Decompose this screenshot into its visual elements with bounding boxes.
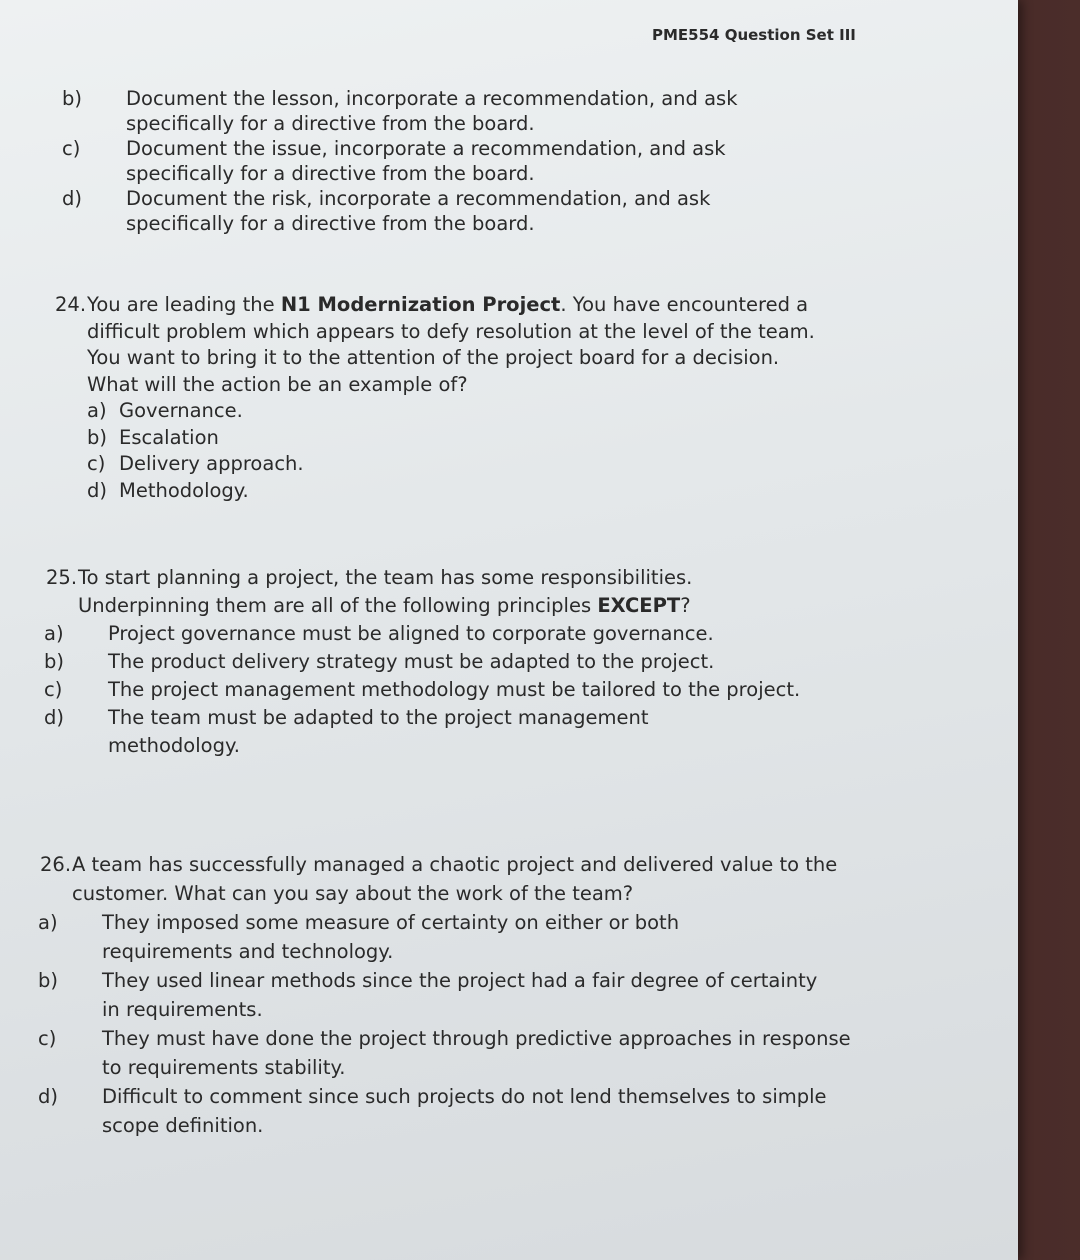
- except-keyword: EXCEPT: [597, 594, 681, 617]
- option-text: Project governance must be aligned to corporate governance.: [108, 622, 714, 645]
- option-label: b): [62, 87, 82, 110]
- option-label: c): [38, 1027, 57, 1050]
- option-text: They used linear methods since the project had a fair degree of certainty in requirements.: [102, 969, 818, 1021]
- option-label: a): [38, 911, 58, 934]
- question-number: 25.: [46, 566, 78, 589]
- option-label: b): [87, 425, 107, 449]
- option-a: [87, 398, 835, 425]
- option-label: a): [44, 622, 64, 645]
- option-text: Methodology.: [119, 478, 249, 502]
- option-label: d): [44, 706, 64, 729]
- option-d: [44, 704, 748, 760]
- option-text: The team must be adapted to the project management methodology.: [108, 706, 649, 757]
- option-a: [44, 620, 786, 648]
- question-number: 24.: [55, 293, 87, 316]
- option-label: d): [62, 187, 82, 210]
- option-text: The product delivery strategy must be adapted to the project.: [108, 650, 715, 673]
- option-text: Delivery approach.: [119, 452, 304, 475]
- option-label: b): [38, 969, 58, 992]
- option-text: Escalation: [119, 425, 219, 449]
- option-b: [44, 648, 786, 676]
- option-label: d): [38, 1085, 58, 1108]
- option-d: [62, 186, 784, 236]
- option-label: a): [87, 399, 107, 422]
- question-24: [55, 292, 835, 504]
- option-text: Document the risk, incorporate a recommendation, and ask specifically for a directive from the board.: [126, 187, 711, 235]
- option-label: c): [87, 452, 106, 475]
- option-text: Document the lesson, incorporate a recommendation, and ask specifically for a directive from the board.: [126, 87, 738, 135]
- option-label: b): [44, 650, 64, 673]
- stem-text-cont: . You have encountered a difficult problem which appears to defy resolution at the level of the team. You want to bring it to the attention of the project board for a decision. What will the action be an example of?: [87, 293, 815, 396]
- option-b: [38, 966, 832, 1024]
- option-label: c): [62, 137, 81, 160]
- option-c: [87, 451, 835, 478]
- option-b: [62, 86, 784, 136]
- project-name: N1 Modernization Project: [280, 293, 561, 316]
- option-text: They imposed some measure of certainty on either or both requirements and technology.: [102, 911, 680, 963]
- question-stem: [55, 292, 835, 398]
- option-label: c): [44, 678, 63, 701]
- question-26: [40, 850, 860, 1140]
- option-a: [38, 908, 802, 966]
- option-text: Difficult to comment since such projects do not lend themselves to simple scope definition.: [102, 1085, 827, 1137]
- question-23-options: [62, 86, 784, 236]
- question-stem: [46, 564, 786, 620]
- option-c: [38, 1024, 872, 1082]
- option-c: [62, 136, 784, 186]
- stem-text: A team has successfully managed a chaotic project and delivered value to the customer. What can you say about the work of the team?: [72, 853, 838, 905]
- option-b: [87, 425, 835, 452]
- stem-text-cont: ?: [680, 594, 691, 617]
- question-25: [44, 564, 801, 760]
- option-text: The project management methodology must be tailored to the project.: [108, 678, 801, 701]
- stem-text: You are leading the: [87, 293, 281, 316]
- option-d: [38, 1082, 872, 1140]
- question-stem: [40, 850, 860, 908]
- option-d: [87, 478, 835, 505]
- option-text: Governance.: [119, 399, 243, 422]
- question-number: 26.: [40, 853, 72, 876]
- page-header: PME554 Question Set III: [652, 26, 856, 44]
- option-c: [44, 676, 808, 704]
- stem-text: To start planning a project, the team has some responsibilities. Underpinning them are all of the following principles: [78, 566, 693, 617]
- option-text: They must have done the project through predictive approaches in response to requirements stability.: [102, 1027, 851, 1079]
- option-text: Document the issue, incorporate a recommendation, and ask specifically for a directive from the board.: [126, 137, 726, 185]
- option-label: d): [87, 478, 107, 502]
